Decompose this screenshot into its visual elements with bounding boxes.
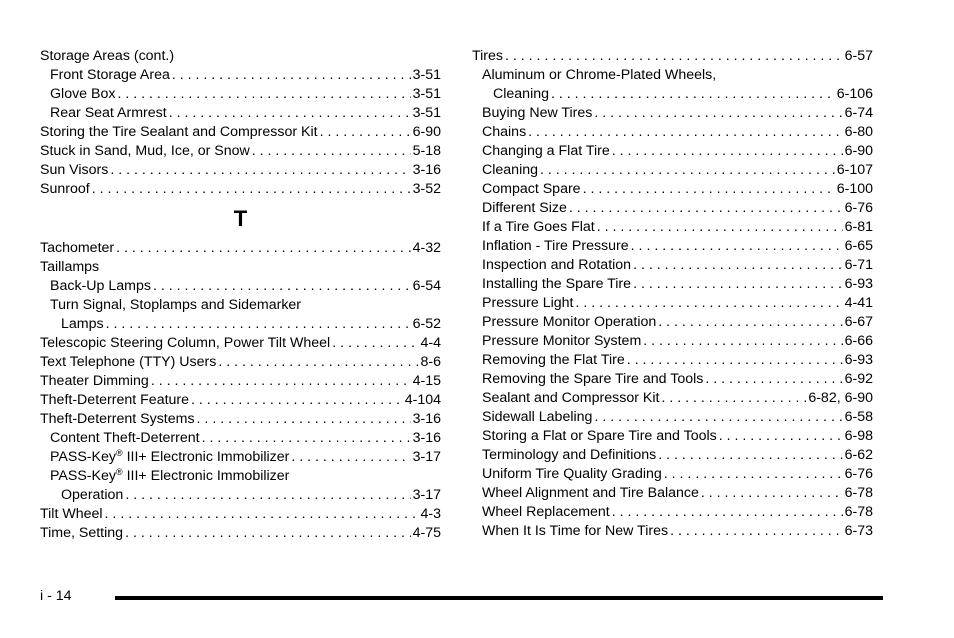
dot-leader: [125, 486, 410, 505]
page-reference: 4-75: [412, 525, 441, 541]
index-subentry: [472, 294, 873, 313]
index-entry: [40, 47, 441, 66]
page-reference: 6-100: [836, 181, 873, 197]
dot-leader: [106, 315, 411, 334]
dot-leader: [658, 446, 842, 465]
page-reference: 3-52: [412, 181, 441, 197]
page-reference: 6-65: [844, 238, 873, 254]
page-reference: 6-82, 6-90: [808, 390, 873, 406]
page-reference: 4-3: [420, 506, 441, 522]
page-reference: 3-51: [412, 105, 441, 121]
dot-leader: [116, 239, 410, 258]
entry-text: Lamps: [61, 316, 104, 332]
index-subentry: [472, 408, 873, 427]
index-subentry: [472, 123, 873, 142]
index-entry: [40, 505, 441, 524]
entry-text: Installing the Spare Tire: [482, 276, 632, 292]
index-subentry: [472, 332, 873, 351]
dot-leader: [612, 503, 843, 522]
index-subentry: [472, 275, 873, 294]
entry-text: Cleaning: [482, 162, 539, 178]
index-subentry: [472, 142, 873, 161]
page-reference: 6-57: [844, 48, 873, 64]
page-reference: 3-17: [412, 449, 441, 465]
page-reference: 6-74: [844, 105, 873, 121]
entry-text: Back-Up Lamps: [50, 278, 151, 294]
index-subentry: [40, 277, 441, 296]
dot-leader: [670, 522, 843, 541]
page-reference: 6-93: [844, 352, 873, 368]
dot-leader: [627, 351, 843, 370]
entry-text: Pressure Light: [482, 295, 574, 311]
dot-leader: [191, 391, 403, 410]
page-reference: 6-107: [836, 162, 873, 178]
entry-text: Terminology and Definitions: [482, 447, 657, 463]
index-subentry: [472, 370, 873, 389]
index-subentry: [472, 85, 873, 104]
index-subentry: [40, 296, 441, 315]
dot-leader: [110, 161, 410, 180]
index-subentry: [40, 85, 441, 104]
index-subentry: [472, 180, 873, 199]
page-reference: 6-90: [412, 124, 441, 140]
entry-text: If a Tire Goes Flat: [482, 219, 595, 235]
index-subentry: [472, 465, 873, 484]
page-reference: 4-15: [412, 373, 441, 389]
entry-text: Pressure Monitor System: [482, 333, 642, 349]
entry-text: Time, Setting: [40, 525, 124, 541]
page-reference: 6-90: [844, 143, 873, 159]
entry-text: Telescopic Steering Column, Power Tilt Wheel: [40, 335, 331, 351]
index-subentry: [472, 256, 873, 275]
entry-text: Wheel Alignment and Tire Balance: [482, 485, 699, 501]
dot-leader: [701, 484, 843, 503]
index-subentry: [472, 218, 873, 237]
entry-text: Glove Box: [50, 86, 116, 102]
entry-text: Uniform Tire Quality Grading: [482, 466, 662, 482]
index-subentry: [472, 522, 873, 541]
dot-leader: [252, 142, 411, 161]
page-reference: 4-4: [420, 335, 441, 351]
dot-leader: [172, 66, 411, 85]
page-reference: 4-104: [404, 392, 441, 408]
entry-text: PASS-Key® III+ Electronic Immobilizer: [50, 467, 290, 484]
index-entry: [40, 142, 441, 161]
dot-leader: [332, 334, 418, 353]
index-subentry: [472, 237, 873, 256]
index-column-right: [472, 47, 873, 541]
dot-leader: [197, 410, 411, 429]
index-subentry: [472, 446, 873, 465]
page-reference: 4-41: [844, 295, 873, 311]
entry-text: Different Size: [482, 200, 567, 216]
index-entry: [40, 258, 441, 277]
index-subentry: [472, 161, 873, 180]
index-entry: [40, 391, 441, 410]
index-entry: [40, 524, 441, 543]
dot-leader: [105, 505, 419, 524]
page-reference: 8-6: [420, 354, 441, 370]
dot-leader: [661, 389, 806, 408]
entry-text: Operation: [61, 487, 124, 503]
entry-text: Pressure Monitor Operation: [482, 314, 657, 330]
dot-leader: [594, 408, 842, 427]
dot-leader: [633, 275, 843, 294]
dot-leader: [117, 85, 410, 104]
entry-text: Storage Areas (cont.): [40, 48, 175, 64]
dot-leader: [643, 332, 842, 351]
index-subentry: [40, 315, 441, 334]
dot-leader: [575, 294, 842, 313]
entry-text: Sunroof: [40, 181, 90, 197]
registered-mark: ®: [115, 448, 123, 458]
entry-text: PASS-Key® III+ Electronic Immobilizer: [50, 448, 290, 465]
index-entry: [472, 47, 873, 66]
index-subentry: [472, 427, 873, 446]
page-reference: 6-98: [844, 428, 873, 444]
index-subentry: [472, 199, 873, 218]
page-reference: 6-66: [844, 333, 873, 349]
dot-leader: [583, 180, 835, 199]
index-subentry: [472, 503, 873, 522]
dot-leader: [631, 237, 843, 256]
page-reference: 6-71: [844, 257, 873, 273]
index-entry: [40, 372, 441, 391]
entry-text: Text Telephone (TTY) Users: [40, 354, 217, 370]
entry-text: Theater Dimming: [40, 373, 149, 389]
page-reference: 6-76: [844, 200, 873, 216]
entry-text: Theft-Deterrent Systems: [40, 411, 195, 427]
dot-leader: [597, 218, 843, 237]
index-entry: [40, 239, 441, 258]
dot-leader: [594, 104, 842, 123]
index-entry: [40, 410, 441, 429]
page-reference: 6-80: [844, 124, 873, 140]
entry-text: Changing a Flat Tire: [482, 143, 610, 159]
index-subentry: [472, 389, 873, 408]
entry-text: When It Is Time for New Tires: [482, 523, 669, 539]
dot-leader: [202, 429, 411, 448]
page-reference: 3-51: [412, 67, 441, 83]
entry-text: Wheel Replacement: [482, 504, 610, 520]
dot-leader: [719, 427, 843, 446]
entry-text: Tilt Wheel: [40, 506, 103, 522]
index-subentry: [472, 66, 873, 85]
index-subentry: [472, 313, 873, 332]
page-reference: 6-67: [844, 314, 873, 330]
index-entry: [40, 334, 441, 353]
page-reference: 6-92: [844, 371, 873, 387]
entry-text: Chains: [482, 124, 527, 140]
dot-leader: [153, 277, 411, 296]
index-column-left: [40, 47, 441, 543]
page-reference: 3-16: [412, 430, 441, 446]
registered-mark: ®: [115, 467, 123, 477]
entry-text: Tachometer: [40, 240, 115, 256]
dot-leader: [705, 370, 842, 389]
index-entry: [40, 161, 441, 180]
entry-text: Storing the Tire Sealant and Compressor Kit: [40, 124, 318, 140]
page-reference: 6-78: [844, 485, 873, 501]
page-reference: 6-73: [844, 523, 873, 539]
entry-text: Removing the Flat Tire: [482, 352, 625, 368]
page-reference: 6-62: [844, 447, 873, 463]
page-reference: 3-16: [412, 162, 441, 178]
entry-text: Aluminum or Chrome-Plated Wheels,: [482, 67, 717, 83]
entry-text: Cleaning: [493, 86, 550, 102]
dot-leader: [633, 256, 843, 275]
page-reference: 6-58: [844, 409, 873, 425]
page-reference: 5-18: [412, 143, 441, 159]
dot-leader: [551, 85, 835, 104]
dot-leader: [528, 123, 842, 142]
index-subentry: [40, 66, 441, 85]
index-subentry: [40, 486, 441, 505]
index-entry: [40, 123, 441, 142]
entry-text: Tires: [472, 48, 504, 64]
entry-text: Rear Seat Armrest: [50, 105, 167, 121]
page-reference: 6-93: [844, 276, 873, 292]
footer-rule: [115, 596, 883, 600]
dot-leader: [125, 524, 411, 543]
entry-text: Removing the Spare Tire and Tools: [482, 371, 704, 387]
dot-leader: [612, 142, 843, 161]
entry-text: Sidewall Labeling: [482, 409, 593, 425]
dot-leader: [151, 372, 411, 391]
index-entry: [40, 180, 441, 199]
index-subentry: [40, 429, 441, 448]
dot-leader: [569, 199, 843, 218]
index-entry: [40, 353, 441, 372]
entry-text: Sun Visors: [40, 162, 109, 178]
page-reference: 6-78: [844, 504, 873, 520]
dot-leader: [664, 465, 843, 484]
page-reference: 3-17: [412, 487, 441, 503]
index-subentry: [40, 467, 441, 486]
index-subentry: [472, 104, 873, 123]
entry-text: Buying New Tires: [482, 105, 593, 121]
index-subentry: [40, 104, 441, 123]
index-subentry: [40, 448, 441, 467]
page-reference: 6-76: [844, 466, 873, 482]
page-reference: 3-16: [412, 411, 441, 427]
entry-text: Turn Signal, Stoplamps and Sidemarker: [50, 297, 302, 313]
page-reference: 6-52: [412, 316, 441, 332]
entry-text: Theft-Deterrent Feature: [40, 392, 190, 408]
entry-text: Storing a Flat or Spare Tire and Tools: [482, 428, 717, 444]
entry-text: Inspection and Rotation: [482, 257, 632, 273]
dot-leader: [505, 47, 843, 66]
page-number: i - 14: [40, 588, 72, 604]
index-subentry: [472, 351, 873, 370]
page-reference: 4-32: [412, 240, 441, 256]
dot-leader: [169, 104, 411, 123]
page-reference: 6-81: [844, 219, 873, 235]
dot-leader: [218, 353, 418, 372]
page-reference: 6-106: [836, 86, 873, 102]
entry-text: Taillamps: [40, 259, 100, 275]
dot-leader: [92, 180, 411, 199]
entry-text: Compact Spare: [482, 181, 581, 197]
entry-text: Content Theft-Deterrent: [50, 430, 200, 446]
dot-leader: [658, 313, 842, 332]
page-reference: 3-51: [412, 86, 441, 102]
dot-leader: [540, 161, 835, 180]
entry-text: Inflation - Tire Pressure: [482, 238, 629, 254]
entry-text: Sealant and Compressor Kit: [482, 390, 660, 406]
page-reference: 6-54: [412, 278, 441, 294]
dot-leader: [291, 448, 410, 467]
entry-text: Stuck in Sand, Mud, Ice, or Snow: [40, 143, 250, 159]
section-letter-heading: T: [233, 206, 248, 231]
index-subentry: [472, 484, 873, 503]
dot-leader: [320, 123, 411, 142]
entry-text: Front Storage Area: [50, 67, 170, 83]
